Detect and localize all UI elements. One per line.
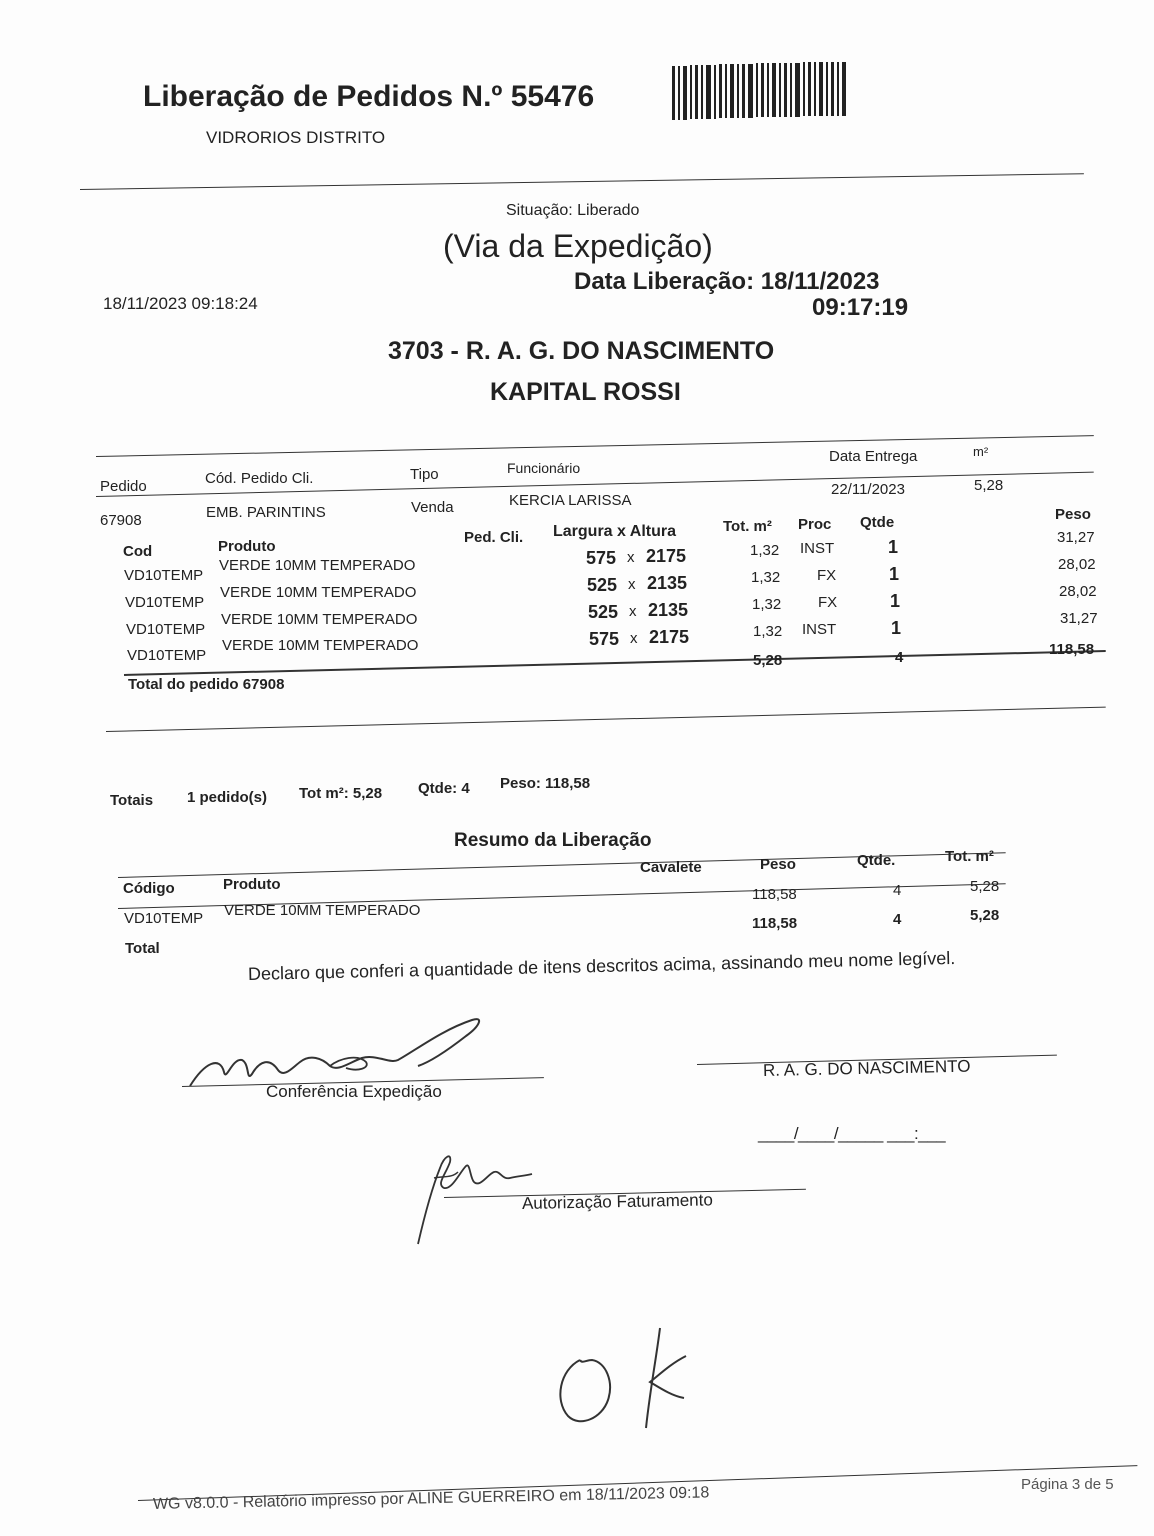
row-largura: 575	[586, 548, 617, 568]
row-largura: 525	[587, 575, 618, 595]
summary-header-cavalete: Cavalete	[640, 859, 702, 876]
order-total-peso: 118,58	[1049, 641, 1095, 658]
row-cod: VD10TEMP	[124, 567, 204, 584]
item-header-tot-m2: Tot. m²	[723, 518, 772, 535]
order-number: 67908	[100, 512, 142, 529]
summary-title: Resumo da Liberação	[454, 830, 652, 851]
document-title: Liberação de Pedidos N.º 55476	[143, 80, 595, 113]
row-tot-m2: 1,32	[751, 569, 781, 586]
company-name: VIDRORIOS DISTRITO	[206, 128, 386, 147]
row-proc: INST	[802, 621, 837, 638]
row-peso: 31,27	[1060, 610, 1098, 627]
divider	[106, 707, 1106, 732]
col-header-pedido: Pedido	[100, 478, 147, 495]
row-produto: VERDE 10MM TEMPERADO	[220, 584, 417, 601]
row-x: x	[627, 549, 635, 566]
row-altura: 2175	[646, 546, 687, 566]
totals-pedidos: 1 pedido(s)	[187, 789, 268, 806]
row-x: x	[629, 603, 637, 620]
printed-timestamp: 18/11/2023 09:18:24	[103, 294, 258, 313]
row-qtde: 1	[889, 564, 900, 584]
row-peso: 31,27	[1057, 529, 1095, 546]
item-header-ped-cli: Ped. Cli.	[464, 529, 524, 546]
row-proc: INST	[800, 540, 835, 557]
page-number: Página 3 de 5	[1021, 1476, 1114, 1493]
order-total-qtde: 4	[895, 649, 904, 666]
col-header-data-entrega: Data Entrega	[829, 448, 918, 465]
release-date: Data Liberação: 18/11/2023	[574, 268, 880, 295]
item-header-qtde: Qtde	[860, 514, 895, 531]
item-header-peso: Peso	[1055, 506, 1091, 523]
summary-header-produto: Produto	[223, 876, 281, 893]
summary-qtde: 4	[893, 882, 902, 899]
row-qtde: 1	[890, 591, 901, 611]
row-cod: VD10TEMP	[125, 594, 205, 611]
item-header-produto: Produto	[218, 538, 276, 555]
order-total-label: Total do pedido 67908	[128, 676, 285, 693]
summary-header-tot-m2: Tot. m²	[945, 848, 994, 865]
summary-total-label: Total	[125, 940, 160, 957]
item-header-cod: Cod	[123, 543, 153, 560]
summary-tot-m2: 5,28	[970, 878, 1000, 895]
row-largura: 575	[589, 629, 620, 649]
client-name: 3703 - R. A. G. DO NASCIMENTO	[388, 337, 775, 365]
row-x: x	[630, 630, 638, 647]
divider	[96, 435, 1094, 457]
signature-label-cliente: R. A. G. DO NASCIMENTO	[762, 1056, 971, 1080]
row-cod: VD10TEMP	[126, 621, 206, 638]
date-blank: ____/____/_____ ___:___	[758, 1124, 946, 1143]
divider	[80, 173, 1084, 190]
row-qtde: 1	[888, 537, 899, 557]
handwritten-ok-mark	[550, 1320, 700, 1430]
row-largura: 525	[588, 602, 619, 622]
row-peso: 28,02	[1059, 583, 1097, 600]
summary-total-qtde: 4	[893, 911, 902, 928]
declaration-text: Declaro que conferi a quantidade de itens descritos acima, assinando meu nome legível.	[247, 947, 956, 984]
summary-total-m2: 5,28	[970, 907, 1000, 924]
item-header-proc: Proc	[798, 516, 832, 533]
summary-total-peso: 118,58	[752, 915, 798, 932]
barcode	[672, 62, 850, 120]
status-label: Situação: Liberado	[506, 202, 640, 219]
row-proc: FX	[818, 594, 838, 611]
summary-header-qtde: Qtde.	[857, 852, 896, 869]
row-x: x	[628, 576, 636, 593]
row-altura: 2175	[649, 627, 690, 647]
row-qtde: 1	[891, 618, 902, 638]
order-tipo: Venda	[411, 499, 454, 516]
row-altura: 2135	[647, 573, 688, 593]
row-produto: VERDE 10MM TEMPERADO	[219, 557, 416, 574]
summary-header-peso: Peso	[760, 856, 796, 873]
row-tot-m2: 1,32	[753, 623, 783, 640]
row-altura: 2135	[648, 600, 689, 620]
row-peso: 28,02	[1058, 556, 1096, 573]
row-produto: VERDE 10MM TEMPERADO	[222, 637, 419, 654]
summary-header-codigo: Código	[123, 880, 175, 897]
totals-m2: Tot m²: 5,28	[299, 785, 383, 802]
order-total-m2: 5,28	[753, 652, 783, 669]
order-data-entrega: 22/11/2023	[831, 481, 905, 498]
signature-label-faturamento: Autorização Faturamento	[521, 1190, 714, 1213]
col-header-funcionario: Funcionário	[507, 460, 581, 476]
signature-label-expedicao: Conferência Expedição	[266, 1082, 442, 1101]
col-header-tipo: Tipo	[410, 466, 439, 483]
col-header-cod-cli: Cód. Pedido Cli.	[205, 470, 314, 487]
row-tot-m2: 1,32	[750, 542, 780, 559]
row-proc: FX	[817, 567, 837, 584]
item-header-dimensions: Largura x Altura	[553, 523, 676, 540]
via-label: (Via da Expedição)	[443, 228, 713, 264]
footer-print-info: WG v8.0.0 - Relatório impresso por ALINE GUERREIRO em 18/11/2023 09:18	[152, 1484, 710, 1513]
summary-peso: 118,58	[752, 886, 797, 903]
row-cod: VD10TEMP	[127, 647, 207, 664]
order-cod-cli: EMB. PARINTINS	[206, 504, 326, 521]
row-produto: VERDE 10MM TEMPERADO	[221, 611, 418, 628]
totals-qtde: Qtde: 4	[418, 780, 470, 797]
release-time: 09:17:19	[812, 294, 909, 321]
summary-codigo: VD10TEMP	[124, 910, 204, 927]
row-tot-m2: 1,32	[752, 596, 782, 613]
totals-peso: Peso: 118,58	[500, 775, 591, 792]
summary-produto: VERDE 10MM TEMPERADO	[224, 902, 421, 919]
col-header-m2: m²	[973, 444, 989, 459]
client-store: KAPITAL ROSSI	[490, 378, 681, 406]
order-m2: 5,28	[974, 477, 1004, 494]
order-funcionario: KERCIA LARISSA	[509, 492, 632, 509]
totals-label: Totais	[110, 792, 154, 809]
